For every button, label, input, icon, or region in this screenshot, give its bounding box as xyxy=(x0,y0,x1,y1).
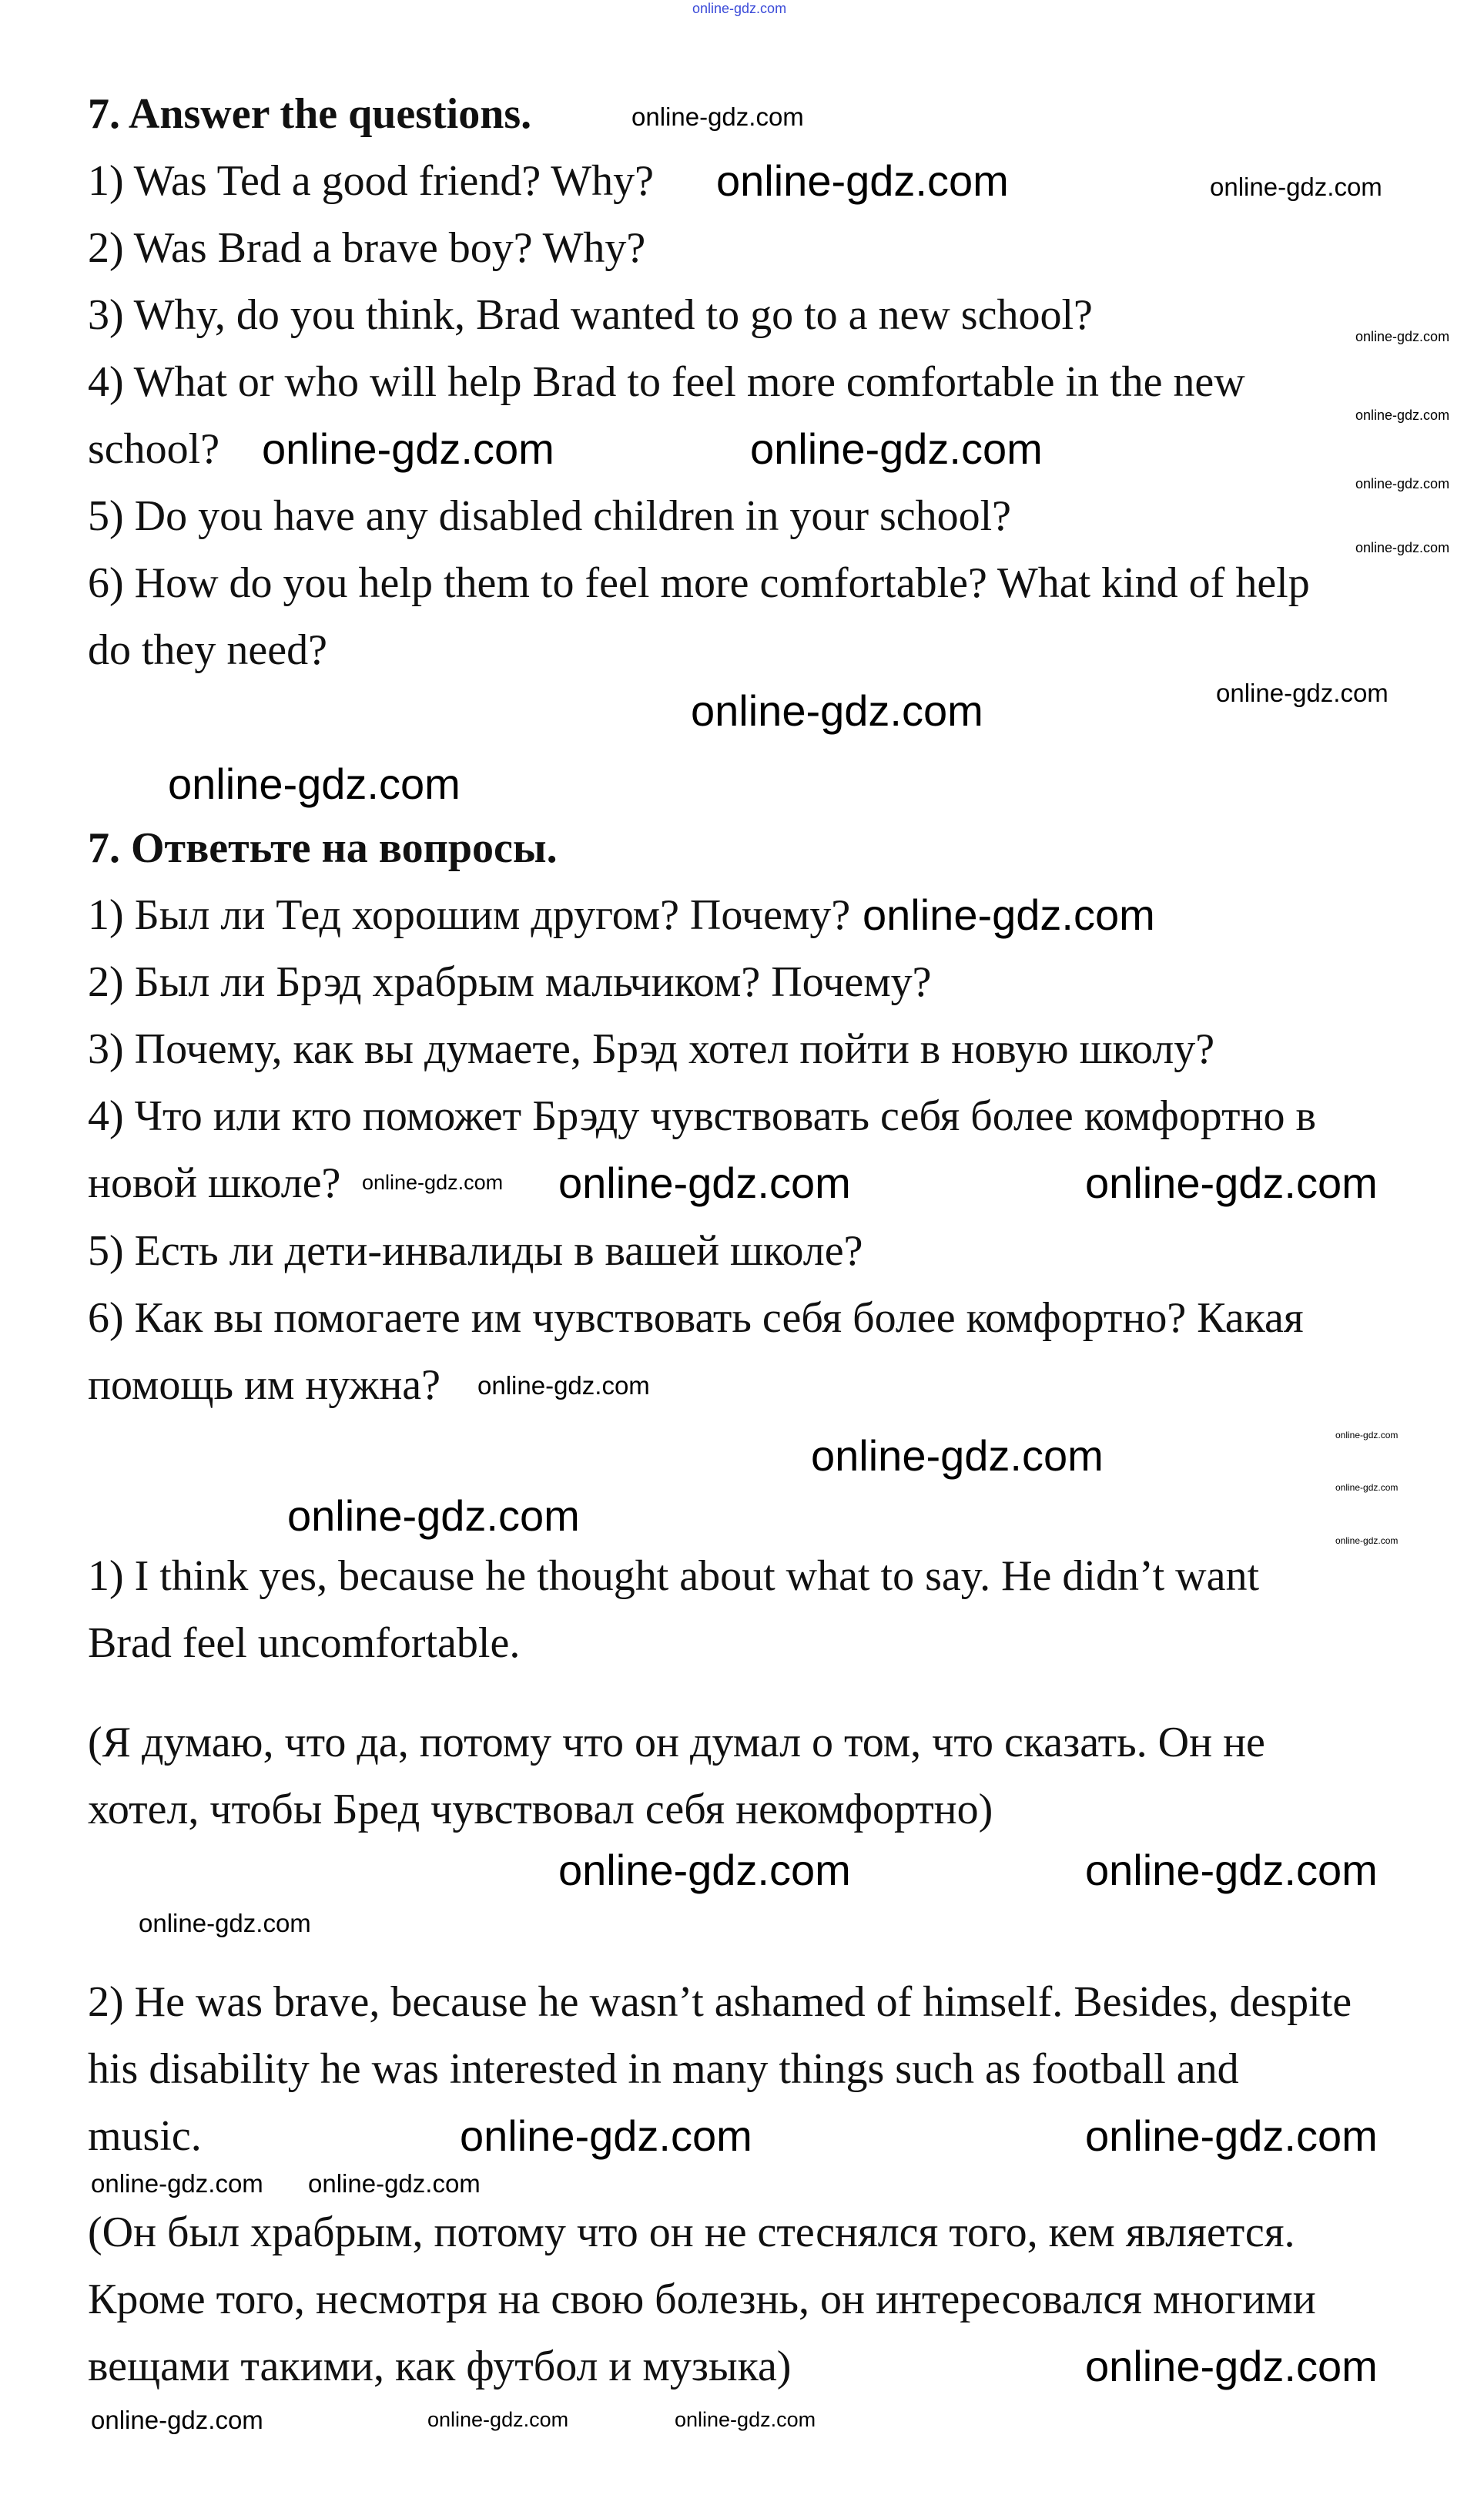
watermark: online-gdz.com xyxy=(1216,679,1389,707)
answer-2-en: 2) He was brave, because he wasn’t ashamed of himself. Besides, despite xyxy=(88,1978,1352,2026)
question-line-ru: 1) Был ли Тед хорошим другом? Почему? xyxy=(88,891,851,939)
watermark: online-gdz.com xyxy=(750,424,1043,473)
watermark: online-gdz.com xyxy=(477,1371,650,1400)
question-line-ru: 2) Был ли Брэд храбрым мальчиком? Почему? xyxy=(88,958,932,1006)
answer-2-ru: (Он был храбрым, потому что он не стеснялся того, кем является. xyxy=(88,2208,1295,2256)
watermark: online-gdz.com xyxy=(1085,1846,1378,1894)
question-line-ru: помощь им нужна? xyxy=(88,1361,441,1409)
watermark: online-gdz.com xyxy=(1085,2342,1378,2390)
watermark: online-gdz.com xyxy=(716,156,1009,205)
watermark: online-gdz.com xyxy=(631,102,804,131)
watermark: online-gdz.com xyxy=(1335,1535,1399,1546)
watermark: online-gdz.com xyxy=(558,1846,851,1894)
answer-1-en: 1) I think yes, because he thought about what to say. He didn’t want xyxy=(88,1552,1259,1600)
watermark: online-gdz.com xyxy=(168,760,461,808)
watermark: online-gdz.com xyxy=(308,2169,481,2198)
question-line: 2) Was Brad a brave boy? Why? xyxy=(88,224,646,272)
answer-2-en: his disability he was interested in many things such as football and xyxy=(88,2045,1239,2093)
watermark: online-gdz.com xyxy=(287,1491,580,1540)
answer-2-ru: Кроме того, несмотря на свою болезнь, он интересовался многими xyxy=(88,2276,1316,2323)
answer-1-ru: хотел, чтобы Бред чувствовал себя некомфортно) xyxy=(88,1786,993,1833)
answer-1-en: Brad feel uncomfortable. xyxy=(88,1619,521,1667)
watermark: online-gdz.com xyxy=(691,686,983,735)
question-line: 1) Was Ted a good friend? Why? xyxy=(88,157,654,205)
watermark: online-gdz.com xyxy=(1335,1430,1399,1440)
watermark: online-gdz.com xyxy=(460,2111,752,2160)
watermark: online-gdz.com xyxy=(675,2408,816,2431)
question-line: 3) Why, do you think, Brad wanted to go to a new school? xyxy=(88,291,1093,339)
watermark: online-gdz.com xyxy=(1210,173,1382,201)
watermark: online-gdz.com xyxy=(1355,476,1450,491)
question-line: 6) How do you help them to feel more comfortable? What kind of help xyxy=(88,559,1310,607)
question-line: 5) Do you have any disabled children in your school? xyxy=(88,492,1012,540)
watermark: online-gdz.com xyxy=(1085,2111,1378,2160)
watermark: online-gdz.com xyxy=(558,1159,851,1207)
watermark: online-gdz.com xyxy=(427,2408,569,2431)
watermark: online-gdz.com xyxy=(1355,407,1450,423)
watermark: online-gdz.com xyxy=(692,1,787,16)
question-line: do they need? xyxy=(88,626,327,674)
question-line-ru: 3) Почему, как вы думаете, Брэд хотел пойти в новую школу? xyxy=(88,1025,1215,1073)
watermark: online-gdz.com xyxy=(1085,1159,1378,1207)
watermark: online-gdz.com xyxy=(362,1171,504,1194)
english-heading: 7. Answer the questions. xyxy=(88,90,532,138)
question-line: school? xyxy=(88,425,220,473)
watermark: online-gdz.com xyxy=(863,890,1155,939)
watermark: online-gdz.com xyxy=(91,2169,263,2198)
question-line-ru: 4) Что или кто поможет Брэду чувствовать себя более комфортно в xyxy=(88,1092,1316,1140)
watermark: online-gdz.com xyxy=(1335,1482,1399,1493)
answer-2-ru: вещами такими, как футбол и музыка) xyxy=(88,2343,792,2390)
watermark: online-gdz.com xyxy=(811,1431,1104,1480)
question-line-ru: 6) Как вы помогаете им чувствовать себя более комфортно? Какая xyxy=(88,1294,1304,1342)
watermark: online-gdz.com xyxy=(91,2406,263,2434)
answer-1-ru: (Я думаю, что да, потому что он думал о том, что сказать. Он не xyxy=(88,1719,1265,1766)
watermark: online-gdz.com xyxy=(139,1909,311,1937)
russian-heading: 7. Ответьте на вопросы. xyxy=(88,824,558,872)
watermark: online-gdz.com xyxy=(1355,540,1450,555)
answer-2-en: music. xyxy=(88,2112,202,2160)
question-line: 4) What or who will help Brad to feel more comfortable in the new xyxy=(88,358,1245,406)
question-line-ru: 5) Есть ли дети-инвалиды в вашей школе? xyxy=(88,1227,863,1275)
watermark: online-gdz.com xyxy=(262,424,554,473)
question-line-ru: новой школе? xyxy=(88,1159,341,1207)
watermark: online-gdz.com xyxy=(1355,329,1450,344)
